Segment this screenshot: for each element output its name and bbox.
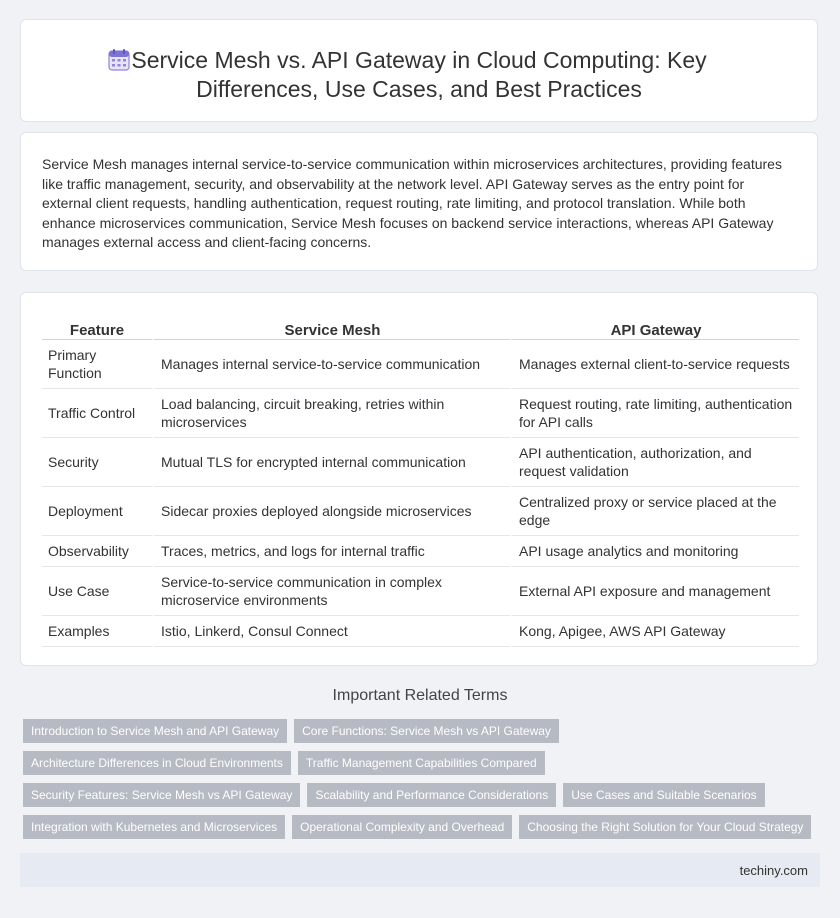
- footer: [20, 853, 820, 887]
- table-row: [42, 567, 799, 616]
- related-term-tag[interactable]: Core Functions: Service Mesh vs API Gateway: [294, 719, 559, 743]
- row-api-gateway: API authentication, authorization, and request validation: [510, 438, 799, 487]
- row-api-gateway: Centralized proxy or service placed at the edge: [510, 487, 799, 536]
- comparison-table: [42, 313, 799, 647]
- header-service-mesh: Service Mesh: [152, 313, 510, 340]
- table-row: [42, 616, 799, 647]
- row-api-gateway: Manages external client-to-service requests: [510, 340, 799, 389]
- row-feature: Primary Function: [42, 340, 152, 389]
- table-row: [42, 438, 799, 487]
- title-line-2: Differences, Use Cases, and Best Practices: [196, 76, 642, 102]
- related-term-tag[interactable]: Integration with Kubernetes and Microservices: [23, 815, 285, 839]
- comparison-card: [20, 292, 818, 666]
- row-feature: Examples: [42, 616, 152, 647]
- related-terms-list: [23, 719, 813, 839]
- related-term-tag[interactable]: Traffic Management Capabilities Compared: [298, 751, 545, 775]
- row-service-mesh: Sidecar proxies deployed alongside microservices: [152, 487, 510, 536]
- row-feature: Use Case: [42, 567, 152, 616]
- row-service-mesh: Mutual TLS for encrypted internal communication: [152, 438, 510, 487]
- related-term-tag[interactable]: Use Cases and Suitable Scenarios: [563, 783, 764, 807]
- related-term-tag[interactable]: Choosing the Right Solution for Your Cloud Strategy: [519, 815, 811, 839]
- row-feature: Observability: [42, 536, 152, 567]
- page-title: [21, 46, 817, 104]
- related-term-tag[interactable]: Security Features: Service Mesh vs API Gateway: [23, 783, 300, 807]
- title-line-1: Service Mesh vs. API Gateway in Cloud Computing: Key: [131, 47, 707, 73]
- row-service-mesh: Traces, metrics, and logs for internal traffic: [152, 536, 510, 567]
- row-feature: Security: [42, 438, 152, 487]
- related-term-tag[interactable]: Operational Complexity and Overhead: [292, 815, 512, 839]
- table-row: [42, 389, 799, 438]
- table-row: [42, 536, 799, 567]
- related-terms-title: Important Related Terms: [332, 687, 508, 704]
- row-service-mesh: Load balancing, circuit breaking, retries within microservices: [152, 389, 510, 438]
- row-service-mesh: Manages internal service-to-service communication: [152, 340, 510, 389]
- site-name[interactable]: techiny.com: [739, 863, 808, 878]
- related-term-tag[interactable]: Architecture Differences in Cloud Environments: [23, 751, 291, 775]
- table-row: [42, 487, 799, 536]
- intro-card: [20, 132, 818, 271]
- row-service-mesh: Service-to-service communication in complex microservice environments: [152, 567, 510, 616]
- intro-paragraph: Service Mesh manages internal service-to-service communication within microservices architectures, providing features like traffic management, security, and observability at the network level. API Gateway serves as the entry point for external client requests, handling authentication, request routing, rate limiting, and protocol translation. While both enhance microservices communication, Service Mesh focuses on backend service interactions, whereas API Gateway manages external access and client-facing concerns.: [42, 156, 782, 250]
- related-term-tag[interactable]: Scalability and Performance Considerations: [307, 783, 556, 807]
- row-api-gateway: Request routing, rate limiting, authentication for API calls: [510, 389, 799, 438]
- title-card: [20, 19, 818, 122]
- row-api-gateway: Kong, Apigee, AWS API Gateway: [510, 616, 799, 647]
- row-feature: Traffic Control: [42, 389, 152, 438]
- row-service-mesh: Istio, Linkerd, Consul Connect: [152, 616, 510, 647]
- row-api-gateway: API usage analytics and monitoring: [510, 536, 799, 567]
- related-term-tag[interactable]: Introduction to Service Mesh and API Gateway: [23, 719, 287, 743]
- row-api-gateway: External API exposure and management: [510, 567, 799, 616]
- table-header-row: [42, 313, 799, 340]
- table-row: [42, 340, 799, 389]
- row-feature: Deployment: [42, 487, 152, 536]
- header-feature: Feature: [42, 313, 152, 340]
- header-api-gateway: API Gateway: [510, 313, 799, 340]
